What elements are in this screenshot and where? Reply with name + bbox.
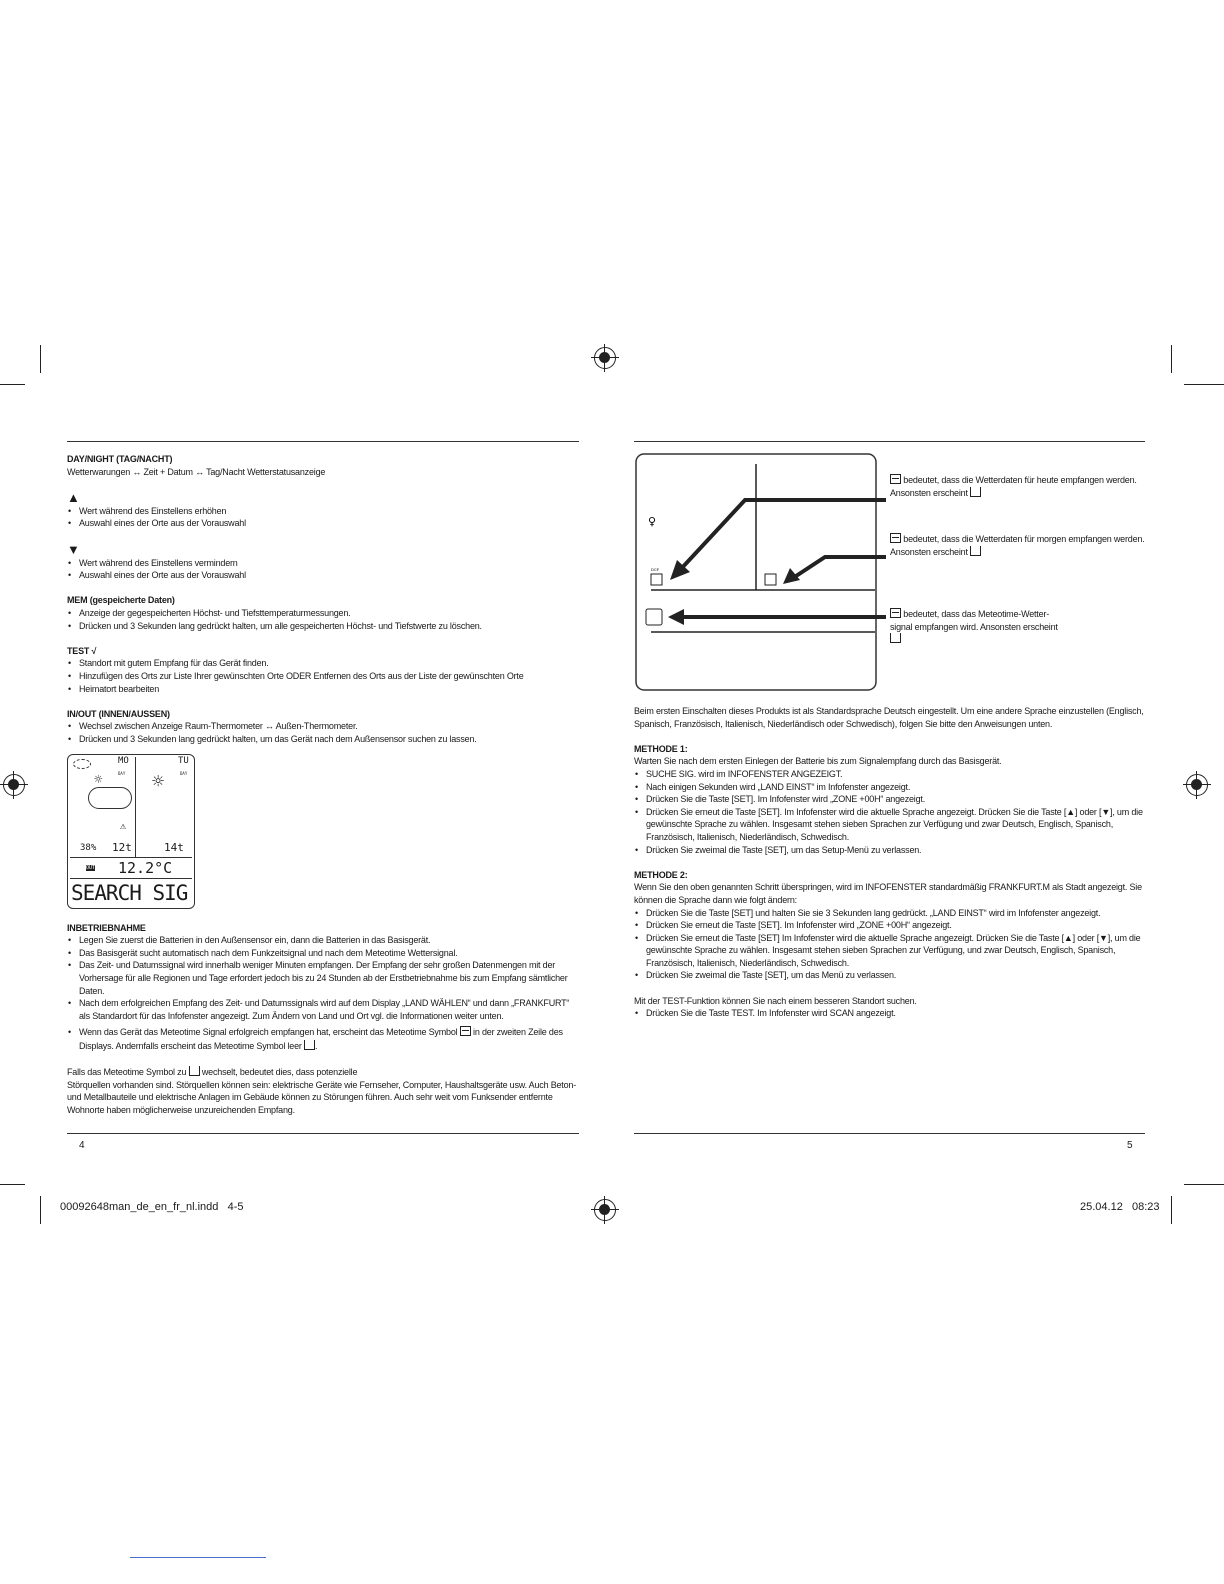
text: Wenn Sie den oben genannten Schritt überspringen, wird im INFOFENSTER standardmäßig FRANKFURT.M als Stadt angezeigt. Sie können die Sprache dann wie folgt ändern: xyxy=(634,882,1142,905)
text: bedeutet, dass das Meteotime-Wetter-signal empfangen wird. Ansonsten erscheint xyxy=(890,609,1058,632)
up-triangle-icon: ▲ xyxy=(67,489,80,505)
list-item: • Drücken Sie die Taste [SET]. Im Infofenster wird „ZONE +00H“ angezeigt. xyxy=(634,793,1146,806)
meteotime-tomorrow-icon xyxy=(765,574,776,585)
paragraph: Störquellen vorhanden sind. Störquellen können sein: elektrische Geräte wie Fernseher, Computer, Haushaltsgeräte usw. Auch Beton- und Metallbauteile und elektrische Anlagen im Gebäude können zu Störungen führen. Auch sehr weit vom Funksender entfernte Wohnorte haben möglicherweise unzureichenden Empfang. xyxy=(67,1079,577,1115)
arrow-line xyxy=(793,557,886,578)
intro-paragraph: Beim ersten Einschalten dieses Produkts ist als Standardsprache Deutsch eingestellt. Um eine andere Sprache einzustellen (Englisch, Spanisch, Französisch, Italienisch, Niederländisch oder Schwedisch), folgen Sie bitte den Anweisungen unten. xyxy=(634,706,1144,729)
registration-mark-icon xyxy=(3,774,25,796)
crop-mark xyxy=(1184,1184,1224,1185)
arrowhead-icon xyxy=(668,609,684,625)
text: bedeutet, dass die Wetterdaten für heute empfangen werden. Ansonsten erscheint xyxy=(890,475,1137,498)
meteotime-symbol-icon xyxy=(890,474,901,484)
list-item: • Drücken und 3 Sekunden lang gedrückt halten, um das Gerät nach dem Außensensor suchen zu lassen. xyxy=(67,733,579,746)
lcd-divider xyxy=(70,878,192,879)
meteotime-empty-icon xyxy=(189,1066,200,1076)
dcf-label: DCF xyxy=(651,567,660,572)
footer-filename: 00092648man_de_en_fr_nl.indd 4-5 xyxy=(60,1201,244,1213)
meteotime-symbol-icon xyxy=(890,533,901,543)
list-item: • SUCHE SIG. wird im INFOFENSTER ANGEZEIGT. xyxy=(634,768,1146,781)
list-item: • Auswahl eines der Orte aus der Vorauswahl xyxy=(67,517,579,530)
lcd-day-label: DAY xyxy=(180,771,188,777)
meteotime-symbol-icon xyxy=(890,608,901,618)
text: wechselt, bedeutet dies, dass potenzielle xyxy=(199,1067,358,1077)
arrow-line xyxy=(680,500,886,570)
crop-mark xyxy=(1184,384,1224,385)
section-down xyxy=(67,543,579,582)
heading: TEST √ xyxy=(67,645,97,656)
meteotime-signal-icon xyxy=(646,609,662,625)
lcd-divider xyxy=(135,757,136,857)
section-mem xyxy=(67,594,579,632)
footer-timestamp: 25.04.12 08:23 xyxy=(1080,1201,1160,1213)
meteotime-symbol-icon xyxy=(460,1026,471,1036)
list-item: • Drücken Sie die Taste TEST. Im Infofenster wird SCAN angezeigt. xyxy=(634,1007,1146,1020)
top-rule-right xyxy=(634,441,1145,442)
section-falls xyxy=(67,1066,579,1116)
list-item: • Anzeige der gegespeicherten Höchst- und Tiefsttemperaturmessungen. xyxy=(67,607,579,620)
text: bedeutet, dass die Wetterdaten für morgen empfangen werden. Ansonsten erscheint xyxy=(890,534,1145,557)
list-item: • Drücken Sie die Taste [SET] und halten Sie sie 3 Sekunden lang gedrückt. „LAND EINST“ wird im Infofenster angezeigt. xyxy=(634,907,1146,920)
section-up xyxy=(67,491,579,530)
list-item: • Drücken und 3 Sekunden lang gedrückt halten, um alle gespeicherten Höchst- und Tiefstwerte zu löschen. xyxy=(67,620,579,633)
section-inbetriebnahme xyxy=(67,922,579,1054)
page-number-left: 4 xyxy=(79,1140,85,1151)
lcd-day2: TU xyxy=(178,756,189,767)
list-item: • Drücken Sie zweimal die Taste [SET], um das Menü zu verlassen. xyxy=(634,969,1146,982)
bottom-rule-right xyxy=(634,1133,1145,1134)
down-triangle-icon: ▼ xyxy=(67,541,80,557)
crop-mark xyxy=(1171,345,1172,373)
heading: METHODE 2: xyxy=(634,869,688,880)
bottom-rule-left xyxy=(67,1133,579,1134)
legend-today xyxy=(890,474,1140,499)
list-item: • Drücken Sie erneut die Taste [SET] Im Infofenster wird die aktuelle Sprache angezeigt. Drücken Sie die Taste [▲] oder [▼], um die gewünschte Sprache zu wählen. Insgesamt stehen sieben Sprachen zur Verfügung, und zwar Deutsch, Englisch, Spanisch, Französisch, Italienisch, Niederländisch, Schwedisch. xyxy=(634,932,1146,970)
section-test xyxy=(67,645,579,695)
registration-mark-icon xyxy=(1186,774,1208,796)
lcd-temp-tomorrow: 14t xyxy=(164,841,184,855)
sun-icon: ☼ xyxy=(152,769,165,794)
text: Mit der TEST-Funktion können Sie nach einem besseren Standort suchen. xyxy=(634,995,917,1006)
page-number-right: 5 xyxy=(1127,1140,1133,1151)
list-item: • Drücken Sie erneut die Taste [SET]. Im Infofenster wird die aktuelle Sprache angezeigt. Drücken Sie die Taste [▲] oder [▼], um die gewünschte Sprache zu wählen. Insgesamt stehen sieben Sprachen zur Verfügung und zwar Deutsch, Englisch, Spanisch, Französisch, Italienisch, Niederländisch, Schwedisch. xyxy=(634,806,1146,844)
lcd-out-label: OUT xyxy=(86,865,96,872)
legend-tomorrow xyxy=(890,533,1145,558)
top-rule-left xyxy=(67,441,579,442)
section-methode-2 xyxy=(634,869,1146,982)
list-item: • Nach dem erfolgreichen Empfang des Zeit- und Datumssignals wird auf dem Display „LAND WÄHLEN“ und dann „FRANKFURT“ als Standardort für das Infofenster angezeigt. Zum Ändern von Land und Ort vgl. die Informationen weiter unten. xyxy=(67,997,579,1022)
lcd-temp-today: 12t xyxy=(112,841,132,855)
lcd-divider xyxy=(70,857,192,858)
lcd-display-illustration xyxy=(67,754,195,909)
meteotime-empty-icon xyxy=(304,1040,318,1052)
section-test-function xyxy=(634,995,1146,1020)
list-item: • Legen Sie zuerst die Batterien in den Außensensor ein, dann die Batterien in das Basisgerät. xyxy=(67,934,579,947)
list-item: • Drücken Sie erneut die Taste [SET]. Im Infofenster wird „ZONE +00H“ angezeigt. xyxy=(634,919,1146,932)
list-item: • Nach einigen Sekunden wird „LAND EINST“ im Infofenster angezeigt. xyxy=(634,781,1146,794)
cloud-outline-icon xyxy=(73,759,91,769)
text: Wetterwarungen ↔ Zeit + Datum ↔ Tag/Nacht Wetterstatusanzeige xyxy=(67,466,326,477)
legend-signal xyxy=(890,608,1070,646)
lcd-day-label: DAY xyxy=(118,771,126,777)
list-item xyxy=(67,1025,579,1053)
section-day-night xyxy=(67,453,579,478)
text: . xyxy=(315,1041,318,1052)
registration-mark-icon xyxy=(594,1199,616,1221)
list-item: • Standort mit gutem Empfang für das Gerät finden. xyxy=(67,657,579,670)
crop-mark xyxy=(0,1184,25,1185)
heading: MEM (gespeicherte Daten) xyxy=(67,595,175,606)
text: Falls das Meteotime Symbol zu xyxy=(67,1067,189,1077)
heading: INBETRIEBNAHME xyxy=(67,922,146,933)
list-item: • Wechsel zwischen Anzeige Raum-Thermometer ↔ Außen-Thermometer. xyxy=(67,720,579,733)
crop-mark xyxy=(40,345,41,373)
list-item: • Wert während des Einstellens erhöhen xyxy=(67,505,579,518)
meteotime-today-icon xyxy=(651,574,662,585)
list-item: • Heimatort bearbeiten xyxy=(67,683,579,696)
registration-mark-icon xyxy=(594,347,616,369)
blue-underline xyxy=(130,1557,266,1558)
display-diagram xyxy=(630,450,890,695)
crop-mark xyxy=(1171,1196,1172,1224)
list-item: • Das Basisgerät sucht automatisch nach dem Funkzeitsignal und nach dem Meteotime Wettersignal. xyxy=(67,947,579,960)
lcd-humidity: 38% xyxy=(80,843,97,854)
paragraph xyxy=(67,1066,579,1079)
text: Warten Sie nach dem ersten Einlegen der Batterie bis zum Signalempfang durch das Basisgerät. xyxy=(634,756,1002,767)
warning-icon: ⚠ xyxy=(120,821,127,833)
text: Wenn das Gerät das Meteotime Signal erfolgreich empfangen hat, erscheint das Meteotime Symbol xyxy=(79,1027,460,1038)
meteotime-empty-icon xyxy=(970,487,981,497)
heading: IN/OUT (INNEN/AUSSEN) xyxy=(67,708,170,719)
crop-mark xyxy=(40,1196,41,1224)
heading: DAY/NIGHT (TAG/NACHT) xyxy=(67,454,173,464)
meteotime-empty-icon xyxy=(890,633,901,643)
section-methode-1 xyxy=(634,743,1146,856)
section-in-out xyxy=(67,708,579,746)
list-item: • Auswahl eines der Orte aus der Vorauswahl xyxy=(67,569,579,582)
list-item: • Drücken Sie zweimal die Taste [SET], um das Setup-Menü zu verlassen. xyxy=(634,844,1146,857)
sun-icon: ☼ xyxy=(94,772,103,789)
list-item: • Hinzufügen des Orts zur Liste Ihrer gewünschten Orte ODER Entfernen des Orts aus der Liste der gewünschten Orte xyxy=(67,670,579,683)
heading: METHODE 1: xyxy=(634,743,688,754)
list-item: • Wert während des Einstellens vermindern xyxy=(67,557,579,570)
cloud-icon xyxy=(88,787,132,809)
antenna-icon: ♀ xyxy=(648,515,657,528)
left-column xyxy=(67,453,579,1116)
meteotime-empty-icon xyxy=(970,546,981,556)
list-item: • Das Zeit- und Datumssignal wird innerhalb weniger Minuten empfangen. Der Empfang der sehr großen Datenmengen mit der Vorhersage für alle Regionen und Tage erfordert jedoch bis zu 24 Stunden ab der Erstbetriebnahme bis zum Empfang sämtlicher Daten. xyxy=(67,959,579,997)
text: in der zweiten Zeile des Displays. Andernfalls erscheint das Meteotime Symbol leer xyxy=(79,1027,563,1052)
right-column xyxy=(634,705,1146,1020)
lcd-day1: MO xyxy=(118,756,129,767)
crop-mark xyxy=(0,384,25,385)
lcd-outdoor-temp: 12.2°C xyxy=(118,859,173,878)
lcd-info-text: SEARCH SIG xyxy=(71,881,188,906)
